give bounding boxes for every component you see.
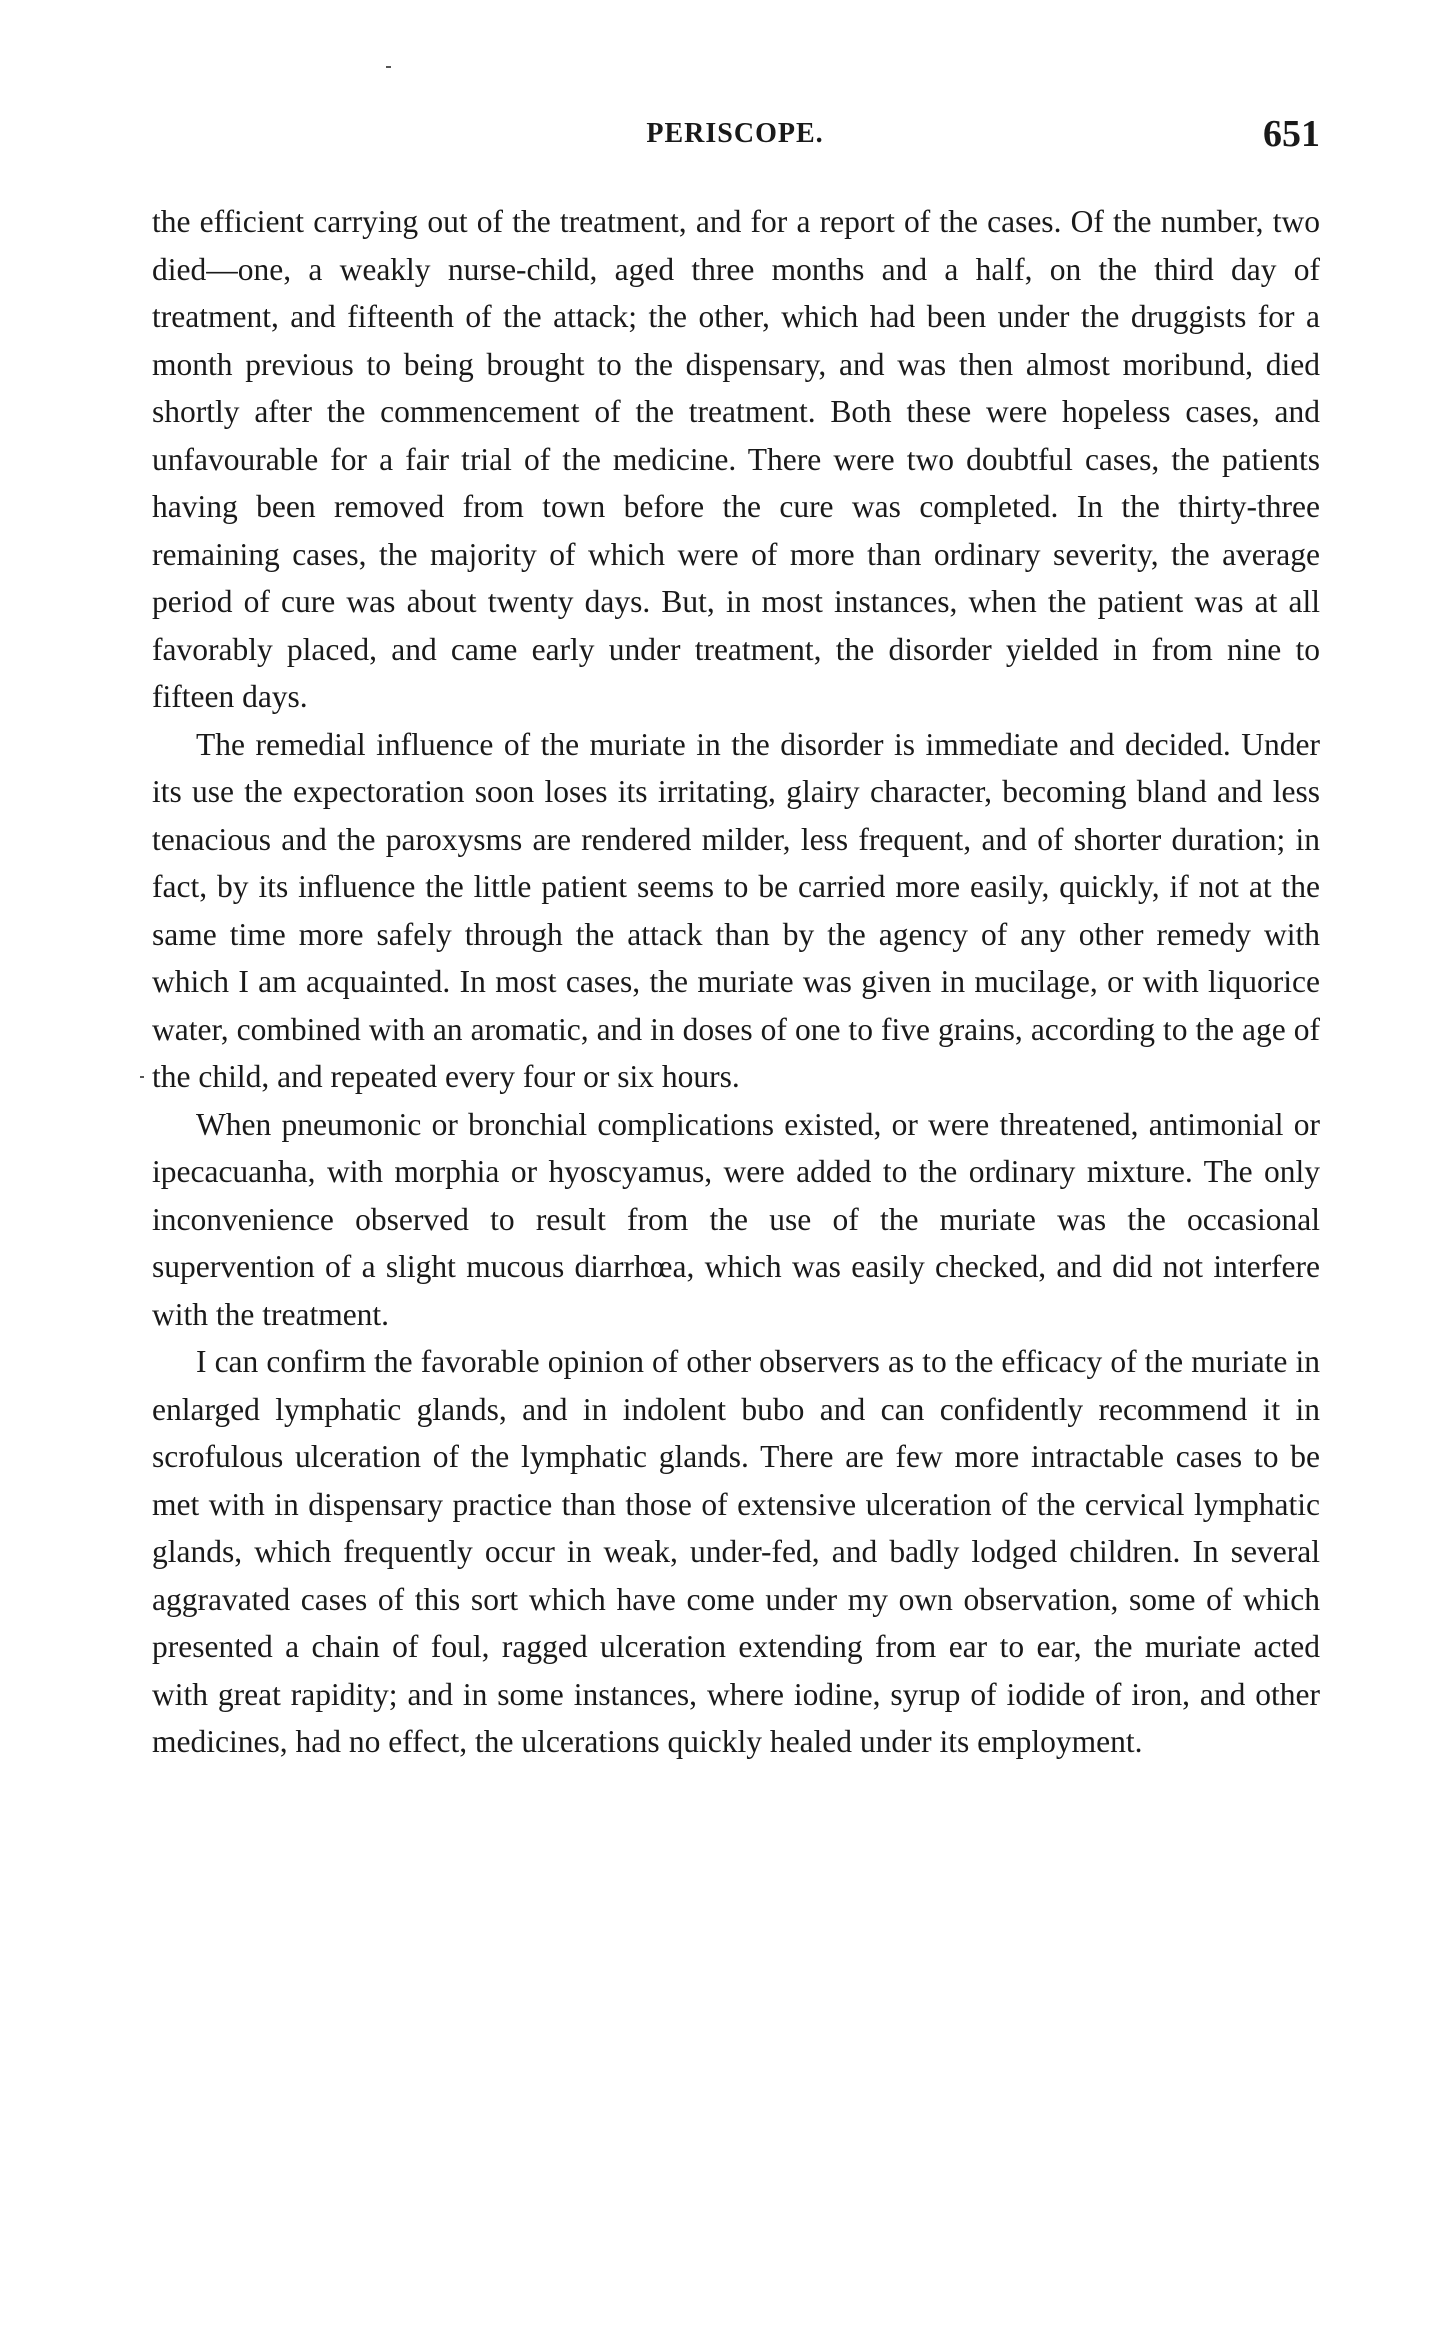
- running-head: [150, 112, 1320, 162]
- body-text: [152, 198, 1320, 1766]
- paragraph: the efficient carrying out of the treatment, and for a report of the cases. Of the number, two died—one, a weakly nurse-child, aged three months and a half, on the third day of treatment, and fifteenth of the attack; the other, which had been under the druggists for a month previous to being brought to the dispensary, and was then almost moribund, died shortly after the commencement of the treatment. Both these were hopeless cases, and unfavourable for a fair trial of the medicine. There were two doubtful cases, the patients having been removed from town before the cure was completed. In the thirty-three remaining cases, the majority of which were of more than ordinary severity, the average period of cure was about twenty days. But, in most instances, when the patient was at all favorably placed, and came early under treatment, the disorder yielded in from nine to fifteen days.: [152, 204, 1320, 714]
- print-speck: [140, 1076, 144, 1078]
- print-speck: [386, 66, 391, 68]
- running-title: PERISCOPE.: [646, 118, 824, 149]
- paragraph: I can confirm the favorable opinion of other observers as to the efficacy of the muriate in enlarged lymphatic glands, and in indolent bubo and can confidently recommend it in scrofulous ulceration of the lymphatic glands. There are few more intractable cases to be met with in dispensary practice than those of extensive ulceration of the cervical lymphatic glands, which frequently occur in weak, under-fed, and badly lodged children. In several aggravated cases of this sort which have come under my own observation, some of which presented a chain of foul, ragged ulceration extending from ear to ear, the muriate acted with great rapidity; and in some instances, where iodine, syrup of iodide of iron, and other medicines, had no effect, the ulcerations quickly healed under its employment.: [152, 1344, 1320, 1759]
- paragraph: When pneumonic or bronchial complications existed, or were threatened, antimonial or ipecacuanha, with morphia or hyoscyamus, were added to the ordinary mixture. The only inconvenience observed to result from the use of the muriate was the occasional supervention of a slight mucous diarrhœa, which was easily checked, and did not interfere with the treatment.: [152, 1106, 1320, 1332]
- paragraph: The remedial influence of the muriate in the disorder is immediate and decided. Under its use the expectoration soon loses its irritating, glairy character, becoming bland and less tenacious and the paroxysms are rendered milder, less frequent, and of shorter duration; in fact, by its influence the little patient seems to be carried more easily, quickly, if not at the same time more safely through the attack than by the agency of any other remedy with which I am acquainted. In most cases, the muriate was given in mucilage, or with liquorice water, combined with an aromatic, and in doses of one to five grains, according to the age of the child, and repeated every four or six hours.: [152, 726, 1320, 1094]
- page-number: 651: [1263, 113, 1320, 155]
